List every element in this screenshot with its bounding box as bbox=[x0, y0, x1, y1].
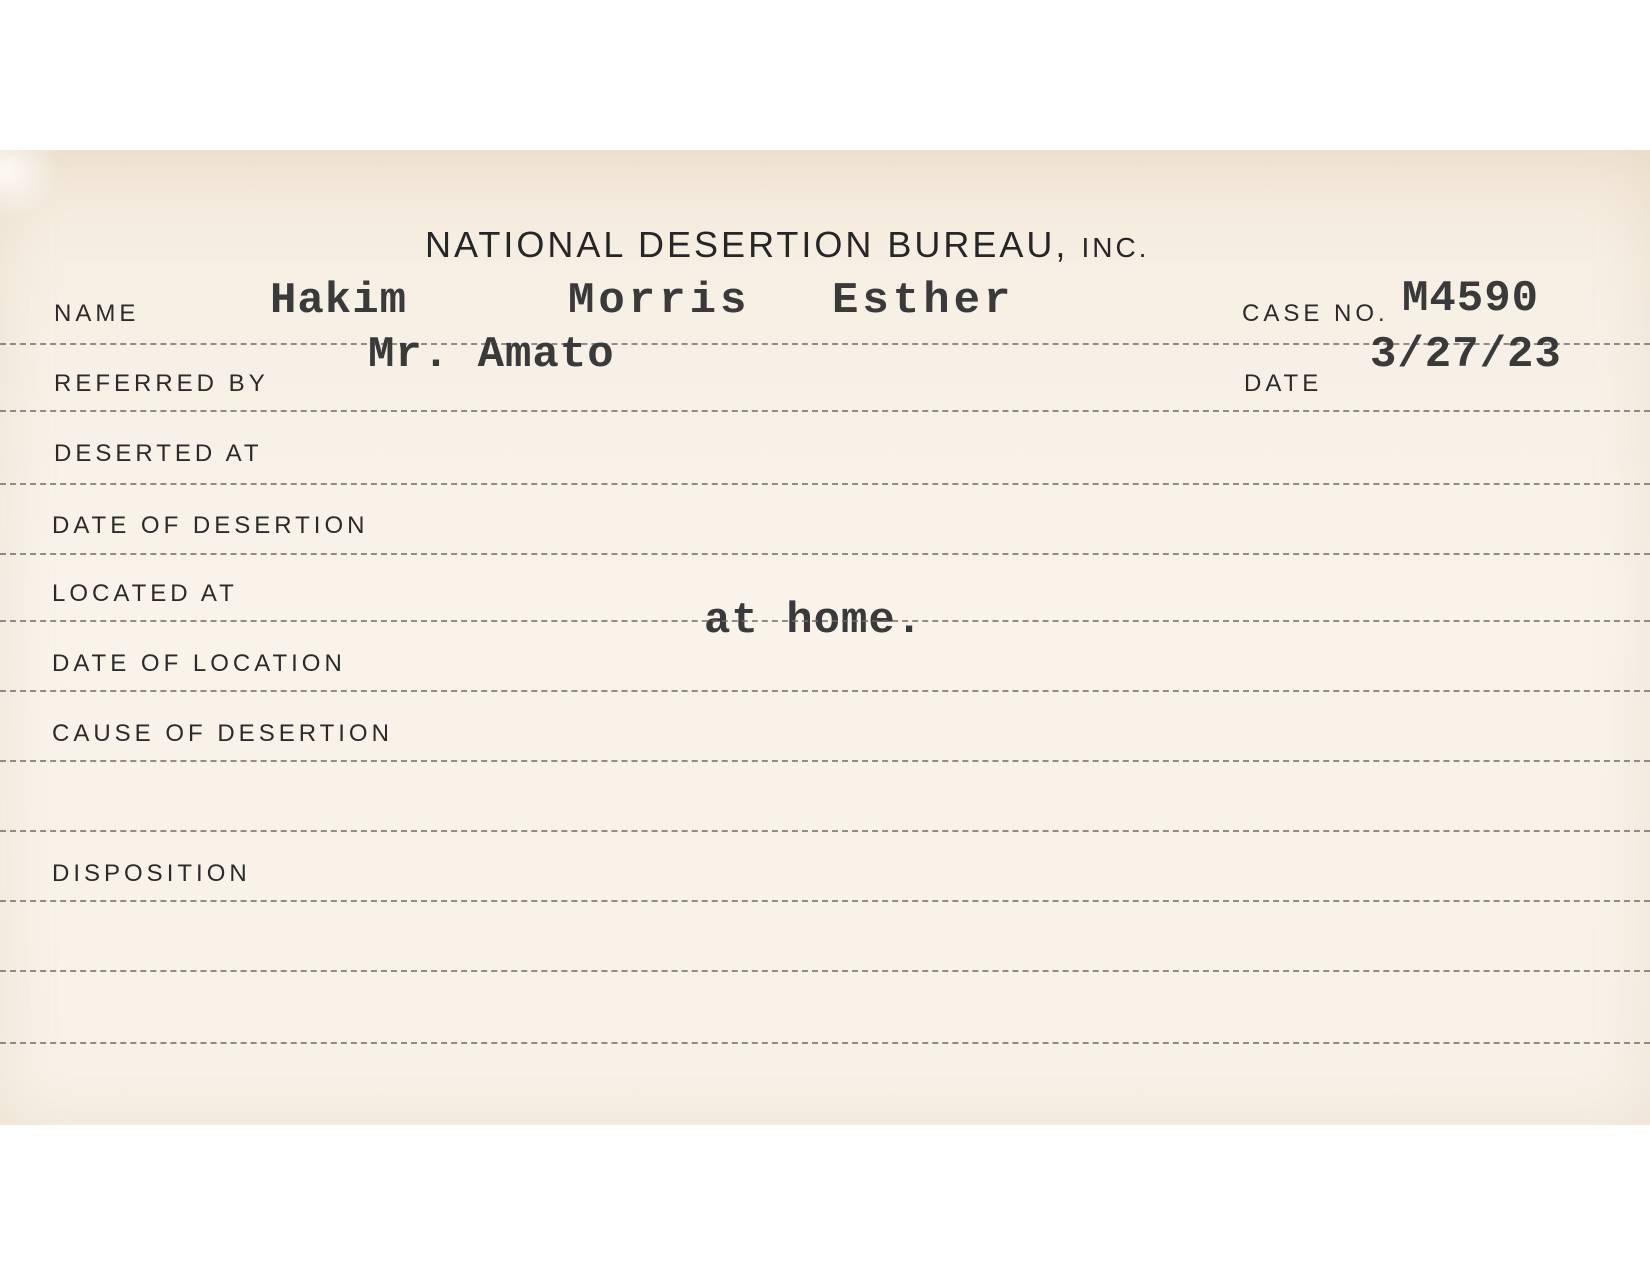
located-at-label: LOCATED AT bbox=[52, 580, 238, 607]
referred-by-label: REFERRED BY bbox=[54, 370, 269, 397]
date-label: DATE bbox=[1244, 370, 1323, 397]
rule-9 bbox=[0, 900, 1650, 902]
rule-7 bbox=[0, 760, 1650, 762]
referred-by-entry: Mr. Amato bbox=[368, 330, 615, 380]
case-no-label: CASE NO. bbox=[1242, 300, 1389, 327]
cause-of-desertion-label: CAUSE OF DESERTION bbox=[52, 720, 393, 747]
bureau-name: NATIONAL DESERTION BUREAU, bbox=[425, 224, 1069, 265]
rule-5 bbox=[0, 620, 1650, 622]
rule-2 bbox=[0, 410, 1650, 412]
date-entry: 3/27/23 bbox=[1370, 330, 1562, 380]
date-of-desertion-label: DATE OF DESERTION bbox=[52, 512, 369, 539]
card-title bbox=[425, 224, 1149, 266]
deserted-at-label: DESERTED AT bbox=[54, 440, 263, 467]
given-name-entry: Morris bbox=[568, 276, 751, 326]
disposition-label: DISPOSITION bbox=[52, 860, 251, 887]
rule-3 bbox=[0, 483, 1650, 485]
spouse-name-entry: Esther bbox=[832, 276, 1015, 326]
rule-8 bbox=[0, 830, 1650, 832]
case-number-entry: M4590 bbox=[1402, 274, 1540, 324]
rule-6 bbox=[0, 690, 1650, 692]
date-of-location-label: DATE OF LOCATION bbox=[52, 650, 346, 677]
located-at-entry: at home. bbox=[704, 596, 924, 646]
surname-entry: Hakim bbox=[270, 276, 408, 326]
index-card bbox=[0, 150, 1650, 1125]
rule-11 bbox=[0, 1042, 1650, 1044]
bureau-suffix: INC. bbox=[1081, 232, 1150, 263]
rule-10 bbox=[0, 970, 1650, 972]
rule-4 bbox=[0, 553, 1650, 555]
name-label: NAME bbox=[54, 300, 140, 327]
